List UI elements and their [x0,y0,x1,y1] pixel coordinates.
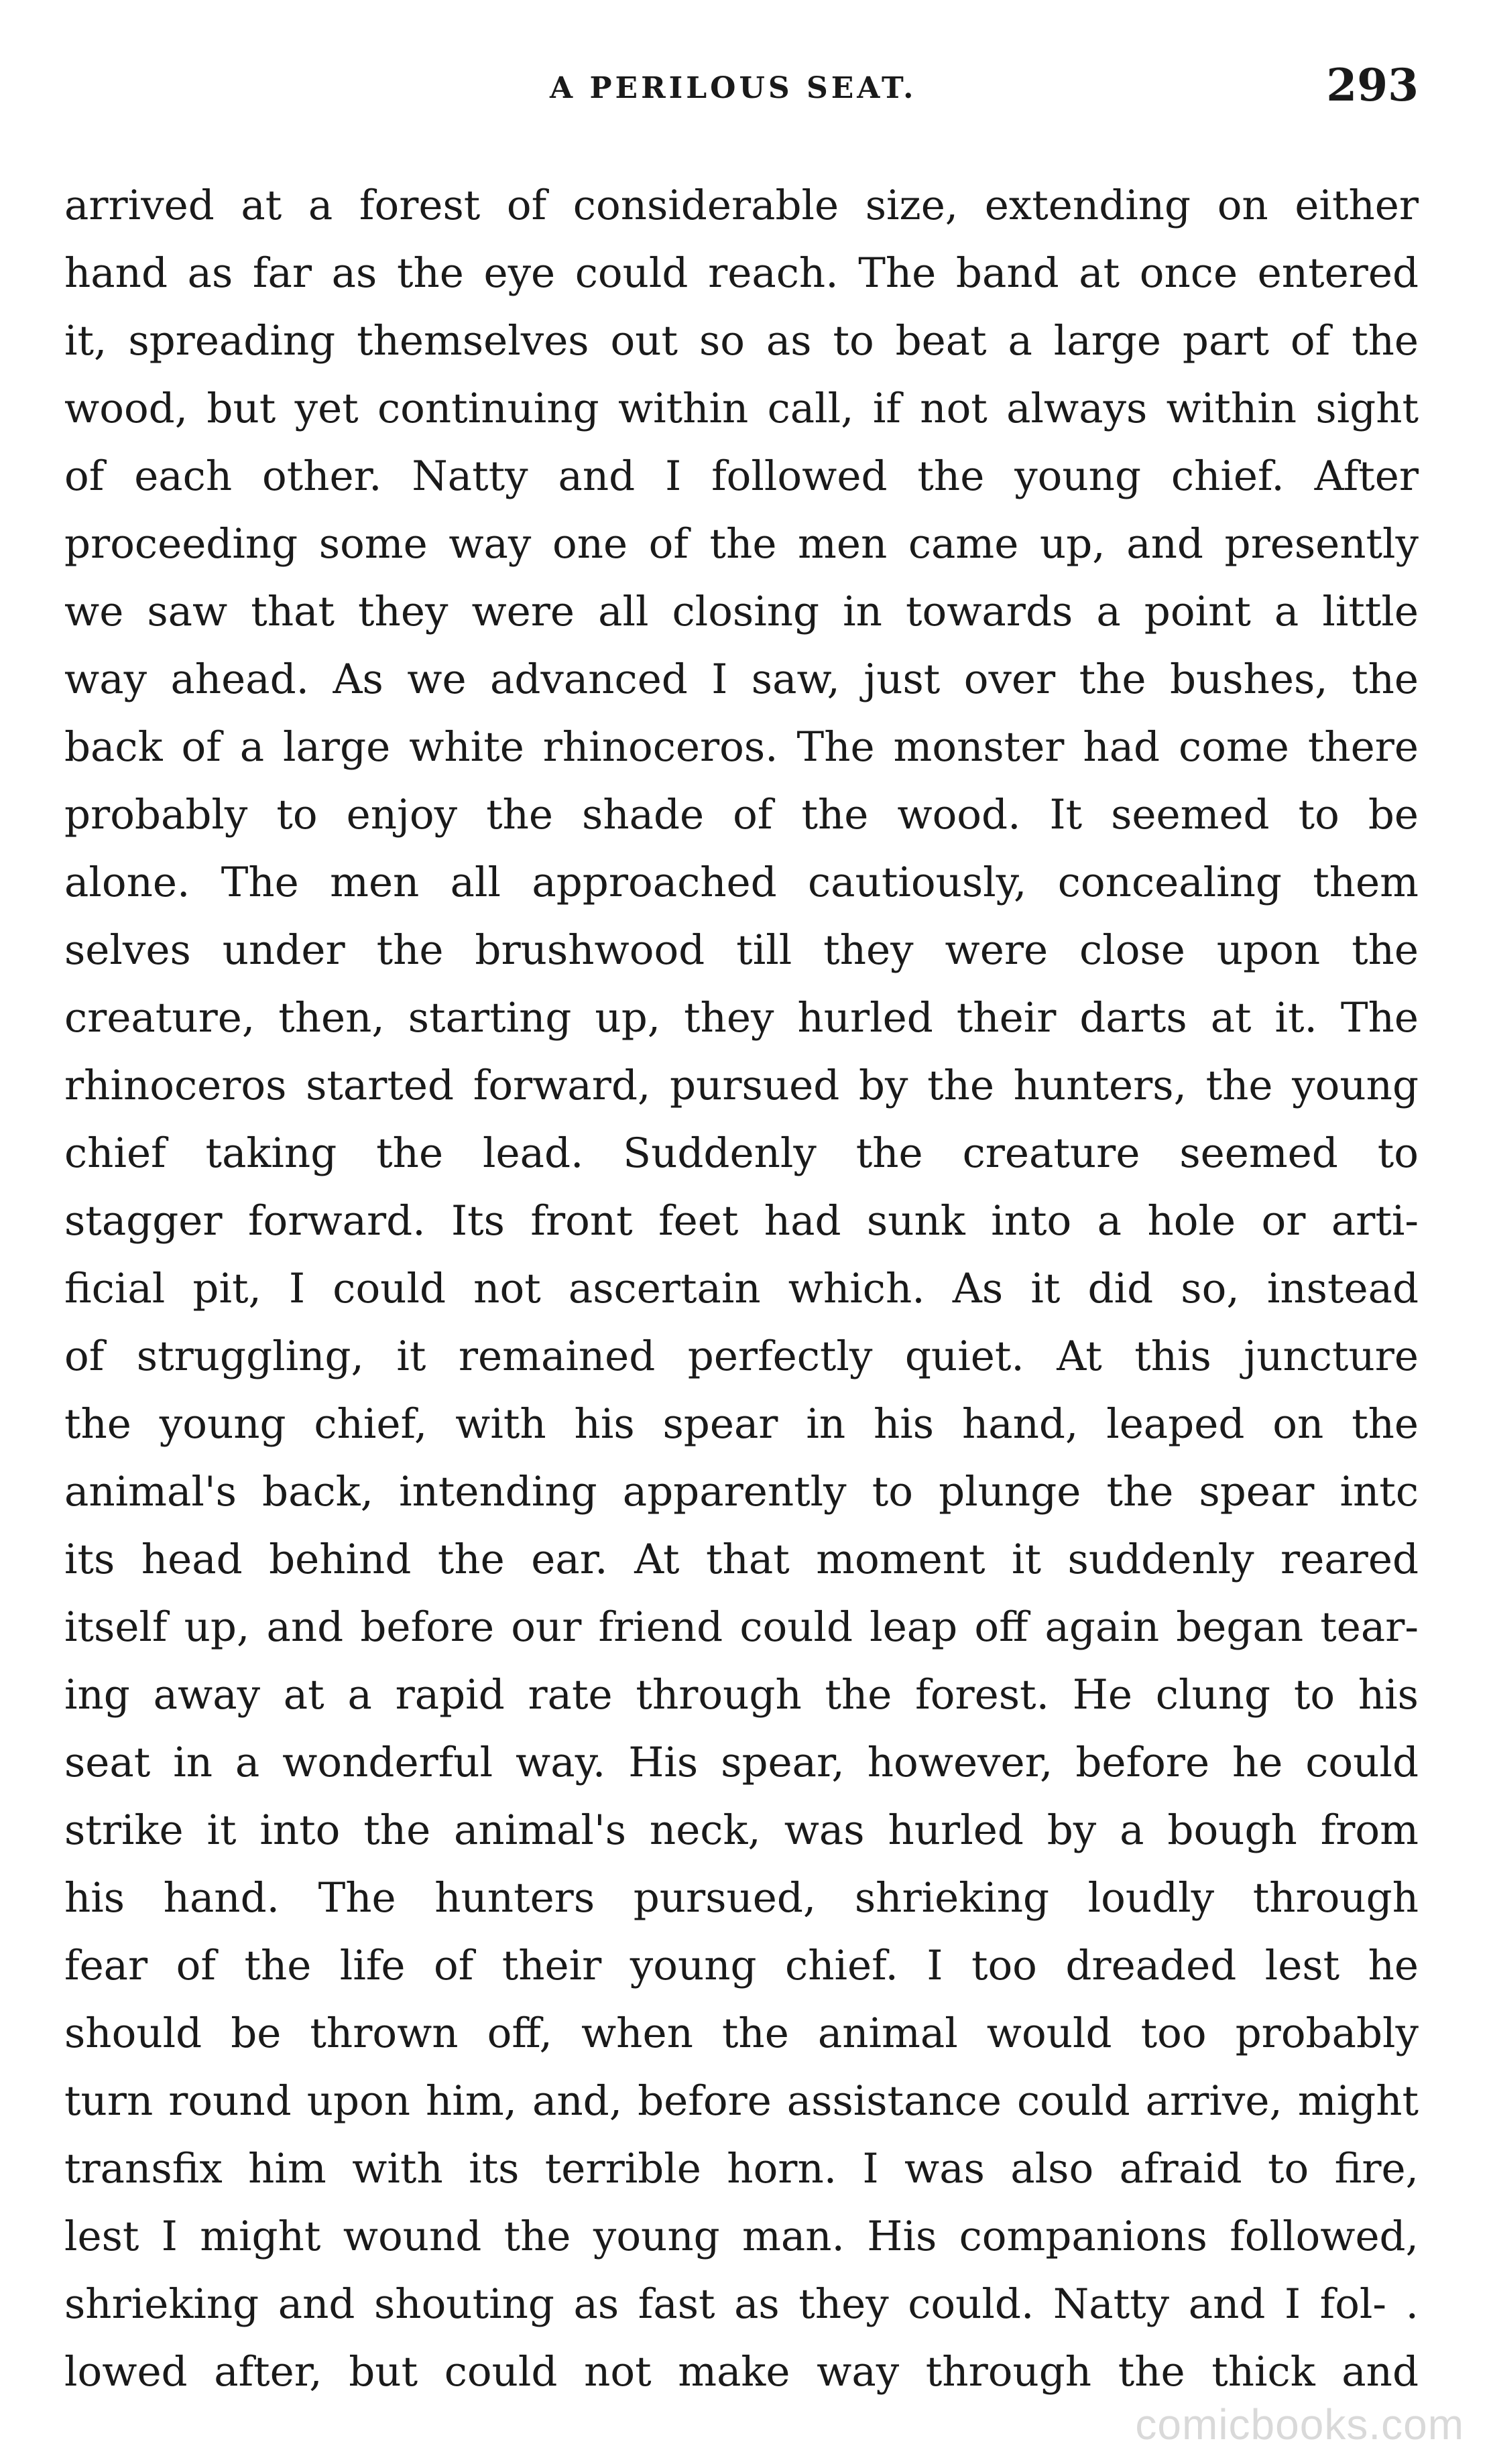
text-line: hand as far as the eye could reach. The band at once entered [64,249,1419,297]
text-line: lest I might wound the young man. His companions followed, [64,2213,1419,2260]
text-line: of each other. Natty and I followed the young chief. After [64,452,1419,500]
text-line: probably to enjoy the shade of the wood. It seemed to be [64,791,1419,839]
body-text [64,172,1419,2406]
text-line: fear of the life of their young chief. I too dreaded lest he [64,1942,1419,1989]
text-line: lowed after, but could not make way through the thick and [64,2348,1419,2396]
text-line: turn round upon him, and, before assistance could arrive, might [64,2077,1419,2125]
text-line: itself up, and before our friend could leap off again began tear- [64,1603,1419,1651]
running-title: A PERILOUS SEAT. [550,71,917,105]
text-line: back of a large white rhinoceros. The monster had come there [64,723,1419,771]
text-line: way ahead. As we advanced I saw, just over the bushes, the [64,656,1419,703]
text-line: of struggling, it remained perfectly quiet. At this juncture [64,1333,1419,1380]
text-line: should be thrown off, when the animal would too probably [64,2010,1419,2057]
text-line: ficial pit, I could not ascertain which. As it did so, instead [64,1265,1419,1312]
text-line: we saw that they were all closing in towards a point a little [64,588,1419,635]
text-line: rhinoceros started forward, pursued by the hunters, the young [64,1062,1419,1109]
text-line: the young chief, with his spear in his hand, leaped on the [64,1400,1419,1448]
text-line: selves under the brushwood till they were close upon the [64,926,1419,974]
watermark: comicbooks.com [1135,2400,1464,2449]
page-number: 293 [1326,59,1419,111]
text-line: chief taking the lead. Suddenly the creature seemed to [64,1129,1419,1177]
text-line: arrived at a forest of considerable size, extending on either [64,182,1419,229]
text-line: its head behind the ear. At that moment it suddenly reared [64,1536,1419,1583]
text-line: shrieking and shouting as fast as they could. Natty and I fol- . [64,2280,1419,2328]
text-line: his hand. The hunters pursued, shrieking loudly through [64,1874,1419,1922]
text-line: strike it into the animal's neck, was hurled by a bough from [64,1806,1419,1854]
text-line: wood, but yet continuing within call, if not always within sight [64,385,1419,432]
text-line: it, spreading themselves out so as to beat a large part of the [64,317,1419,365]
text-line: stagger forward. Its front feet had sunk into a hole or arti- [64,1197,1419,1245]
text-line: creature, then, starting up, they hurled their darts at it. The [64,994,1419,1042]
text-line: proceeding some way one of the men came up, and presently [64,520,1419,568]
text-line: ing away at a rapid rate through the forest. He clung to his [64,1671,1419,1719]
text-line: transfix him with its terrible horn. I was also afraid to fire, [64,2145,1419,2193]
text-line: seat in a wonderful way. His spear, however, before he could [64,1739,1419,1786]
text-line: alone. The men all approached cautiously, concealing them [64,859,1419,906]
running-head [0,59,1491,119]
text-line: animal's back, intending apparently to plunge the spear intc [64,1468,1419,1516]
